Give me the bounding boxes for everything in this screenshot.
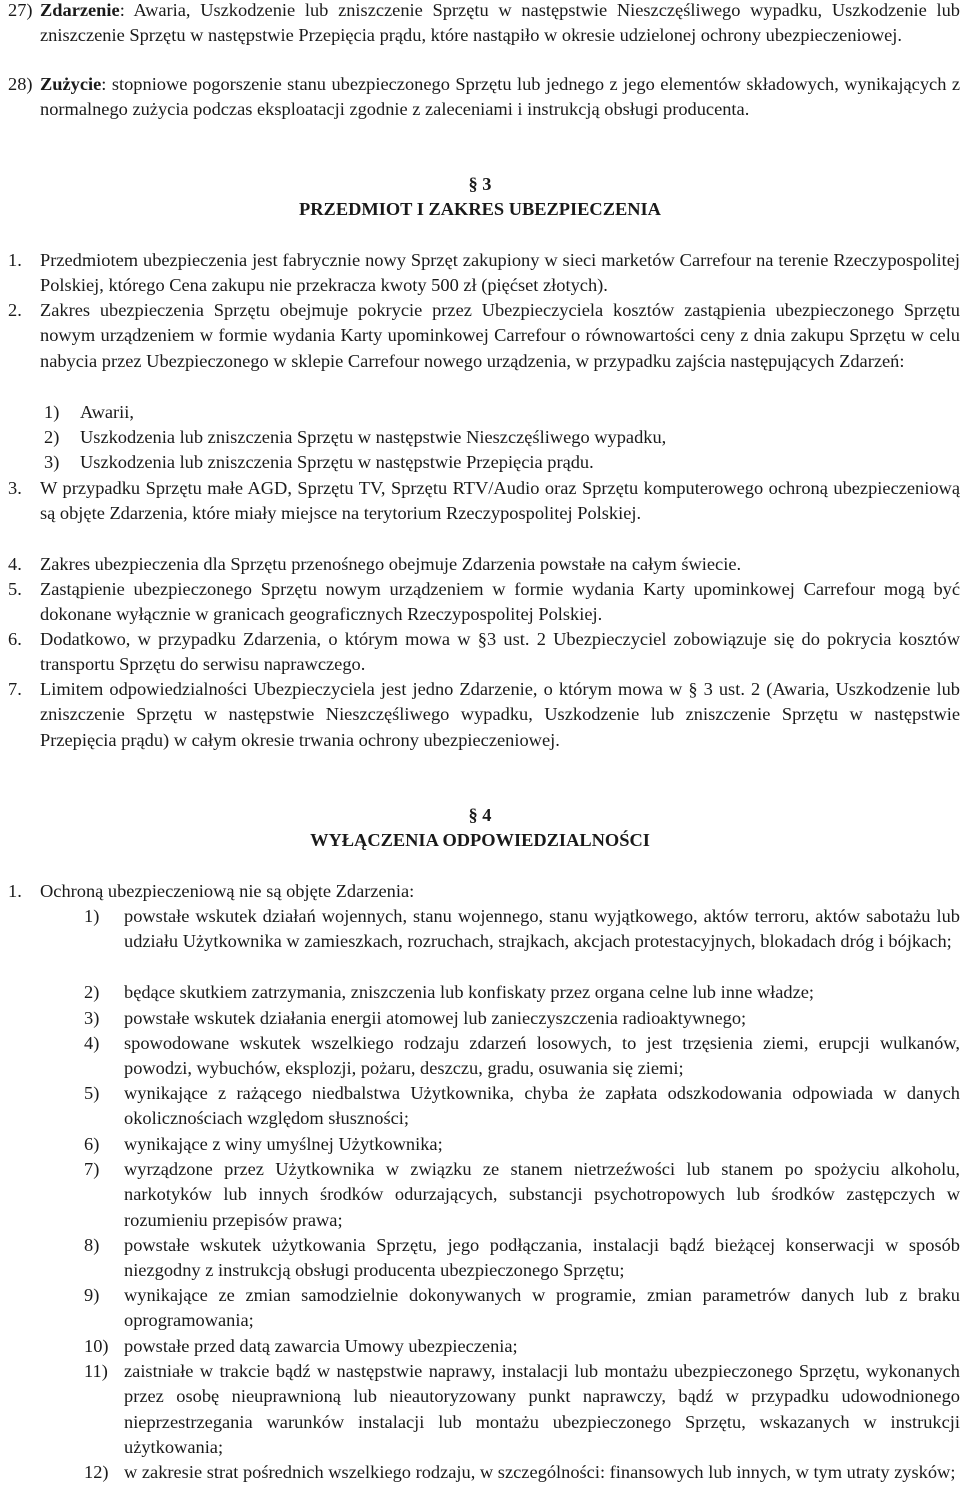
section-4-item-1 xyxy=(4,879,960,904)
item-text: Limitem odpowiedzialności Ubezpieczyciela jest jedno Zdarzenie, o którym mowa w § 3 ust. 2 (Awaria, Uszkodzenie lub zniszczenie Sprzętu w następstwie Nieszczęśliwego wypadku, Uszkodzenie lub zniszczenie Sprzętu w następstwie Przepięcia prądu) w całym okresie trwania ochrony ubezpieczeniowej. xyxy=(40,679,960,750)
item-number: 1. xyxy=(8,250,22,270)
sub-item-text: powstałe przed datą zawarcia Umowy ubezpieczenia; xyxy=(124,1336,518,1356)
sub-item-text: będące skutkiem zatrzymania, zniszczenia lub konfiskaty przez organa celne lub inne władze; xyxy=(124,982,815,1002)
sub-item-number: 6) xyxy=(84,1134,100,1154)
section-3-item-1 xyxy=(4,248,960,299)
sub-item-text: powstałe wskutek działań wojennych, stanu wojennego, stanu wyjątkowego, aktów terroru, aktów sabotażu lub udziału Użytkownika w zamieszkach, rozruchach, strajkach, akcjach protestacyjnych, blokadach dróg i bójkach; xyxy=(124,906,960,952)
item-number: 4. xyxy=(8,554,22,574)
section-3-item-2 xyxy=(4,298,960,374)
exclusion-item-5 xyxy=(4,1081,960,1132)
item-text: Zakres ubezpieczenia dla Sprzętu przenośnego obejmuje Zdarzenia powstałe na całym świecie. xyxy=(40,554,742,574)
item-number: 3. xyxy=(8,478,22,498)
sub-item-text: wynikające ze zmian samodzielnie dokonywanych w programie, zmian parametrów danych lub z braku oprogramowania; xyxy=(124,1285,960,1331)
sub-item-number: 7) xyxy=(84,1159,100,1179)
sub-item-text: Uszkodzenia lub zniszczenia Sprzętu w następstwie Przepięcia prądu. xyxy=(80,452,594,472)
exclusion-item-10 xyxy=(4,1334,960,1359)
exclusion-item-6 xyxy=(4,1132,960,1157)
section-title: PRZEDMIOT I ZAKRES UBEZPIECZENIA xyxy=(299,199,661,220)
section-3-item-2-sub-3 xyxy=(4,450,960,475)
section-3-item-2-sub-2 xyxy=(4,425,960,450)
section-mark: § 3 xyxy=(468,174,492,194)
sub-item-text: spowodowane wskutek wszelkiego rodzaju zdarzeń losowych, to jest trzęsienia ziemi, erupcji wulkanów, powodzi, wybuchów, eksplozji, pożaru, deszczu, gradu, osuwania się ziemi; xyxy=(124,1033,960,1079)
definition-term: Zdarzenie xyxy=(40,0,120,20)
section-3-item-5 xyxy=(4,577,960,628)
definition-text: : Awaria, Uszkodzenie lub zniszczenie Sprzętu w następstwie Nieszczęśliwego wypadku, Uszkodzenie lub zniszczenie Sprzętu w następstwie Przepięcia prądu, które nastąpiło w okresie udzielonej ochrony ubezpieczeniowej. xyxy=(40,0,960,46)
sub-item-number: 8) xyxy=(84,1235,100,1255)
section-3-item-7 xyxy=(4,677,960,753)
item-number: 7. xyxy=(8,679,22,699)
sub-item-text: wynikające z rażącego niedbalstwa Użytkownika, chyba że zapłata odszkodowania odpowiada w danych okolicznościach względom słuszności; xyxy=(124,1083,960,1129)
exclusion-item-12 xyxy=(4,1460,960,1485)
item-text: Zakres ubezpieczenia Sprzętu obejmuje pokrycie przez Ubezpieczyciela kosztów zastąpienia ubezpieczonego Sprzętu nowym urządzeniem w formie wydania Karty upominkowej Carrefour o równowartości ceny z dnia zakupu Sprzętu w celu nabycia przez Ubezpieczonego w sklepie Carrefour nowego urządzenia, w przypadku zajścia następujących Zdarzeń: xyxy=(40,300,960,371)
exclusion-item-1 xyxy=(4,904,960,955)
sub-item-text: zaistniałe w trakcie bądź w następstwie naprawy, instalacji lub montażu ubezpieczonego Sprzętu, wykonanych przez osobę nieuprawnioną lub nieautoryzowany punkt naprawczy, bądź w przypadku udowodnionego nieprzestrzegania warunków instalacji lub montażu ubezpieczonego Sprzętu, wskazanych w instrukcji użytkowania; xyxy=(124,1361,960,1458)
sub-item-text: powstałe wskutek działania energii atomowej lub zanieczyszczenia radioaktywnego; xyxy=(124,1008,747,1028)
item-text: Dodatkowo, w przypadku Zdarzenia, o którym mowa w §3 ust. 2 Ubezpieczyciel zobowiązuje się do pokrycia kosztów transportu Sprzętu do serwisu naprawczego. xyxy=(40,629,960,675)
section-title: WYŁĄCZENIA ODPOWIEDZIALNOŚCI xyxy=(310,830,650,851)
sub-item-text: powstałe wskutek użytkowania Sprzętu, jego podłączania, instalacji bądź bieżącej konserwacji w sposób niezgodny z instrukcją obsługi producenta ubezpieczonego Sprzętu; xyxy=(124,1235,960,1281)
exclusion-item-8 xyxy=(4,1233,960,1284)
sub-item-text: Awarii, xyxy=(80,402,134,422)
item-number: 5. xyxy=(8,579,22,599)
item-text: Ochroną ubezpieczeniową nie są objęte Zdarzenia: xyxy=(40,881,415,901)
sub-item-number: 12) xyxy=(84,1462,109,1482)
definition-text: : stopniowe pogorszenie stanu ubezpieczonego Sprzętu lub jednego z jego elementów składowych, wynikających z normalnego zużycia podczas eksploatacji zgodnie z zaleceniami i instrukcją obsługi producenta. xyxy=(40,74,960,120)
definition-27 xyxy=(4,0,960,49)
section-3-item-3 xyxy=(4,476,960,527)
exclusion-item-11 xyxy=(4,1359,960,1461)
exclusion-item-3 xyxy=(4,1006,960,1031)
sub-item-number: 4) xyxy=(84,1033,100,1053)
item-number: 2. xyxy=(8,300,22,320)
exclusion-item-2 xyxy=(4,980,960,1005)
sub-item-number: 2) xyxy=(84,982,100,1002)
item-text: Przedmiotem ubezpieczenia jest fabrycznie nowy Sprzęt zakupiony w sieci marketów Carrefour na terenie Rzeczypospolitej Polskiej, którego Cena zakupu nie przekracza kwoty 500 zł (pięćset złotych). xyxy=(40,250,960,296)
definition-term: Zużycie xyxy=(40,74,102,94)
section-mark: § 4 xyxy=(468,805,492,825)
sub-item-number: 3) xyxy=(44,452,60,472)
sub-item-number: 9) xyxy=(84,1285,100,1305)
section-4-heading xyxy=(0,803,960,854)
sub-item-number: 1) xyxy=(44,402,60,422)
sub-item-number: 2) xyxy=(44,427,60,447)
item-number: 6. xyxy=(8,629,22,649)
section-3-heading xyxy=(0,172,960,223)
sub-item-number: 11) xyxy=(84,1361,108,1381)
section-3-item-6 xyxy=(4,627,960,678)
item-text: Zastąpienie ubezpieczonego Sprzętu nowym urządzeniem w formie wydania Karty upominkowej Carrefour mogą być dokonane wyłącznie w granicach geograficznych Rzeczypospolitej Polskiej. xyxy=(40,579,960,625)
sub-item-text: wyrządzone przez Użytkownika w związku ze stanem nietrzeźwości lub stanem po spożyciu alkoholu, narkotyków lub innych środków odurzających, substancji psychotropowych lub środków zastępczych w rozumieniu przepisów prawa; xyxy=(124,1159,960,1230)
sub-item-text: Uszkodzenia lub zniszczenia Sprzętu w następstwie Nieszczęśliwego wypadku, xyxy=(80,427,667,447)
sub-item-number: 5) xyxy=(84,1083,100,1103)
sub-item-text: wynikające z winy umyślnej Użytkownika; xyxy=(124,1134,443,1154)
exclusion-item-7 xyxy=(4,1157,960,1233)
exclusion-item-9 xyxy=(4,1283,960,1334)
definition-28 xyxy=(4,72,960,123)
exclusion-item-4 xyxy=(4,1031,960,1082)
definition-number: 27) xyxy=(8,0,33,20)
sub-item-number: 1) xyxy=(84,906,100,926)
definition-number: 28) xyxy=(8,74,33,94)
sub-item-number: 3) xyxy=(84,1008,100,1028)
item-number: 1. xyxy=(8,881,22,901)
sub-item-number: 10) xyxy=(84,1336,109,1356)
section-3-item-2-sub-1 xyxy=(4,400,960,425)
section-3-item-4 xyxy=(4,552,960,577)
sub-item-text: w zakresie strat pośrednich wszelkiego rodzaju, w szczególności: finansowych lub innych, w tym utraty zysków; xyxy=(124,1462,956,1482)
item-text: W przypadku Sprzętu małe AGD, Sprzętu TV, Sprzętu RTV/Audio oraz Sprzętu komputerowego ochroną ubezpieczeniową są objęte Zdarzenia, które miały miejsce na terytorium Rzeczypospolitej Polskiej. xyxy=(40,478,960,524)
